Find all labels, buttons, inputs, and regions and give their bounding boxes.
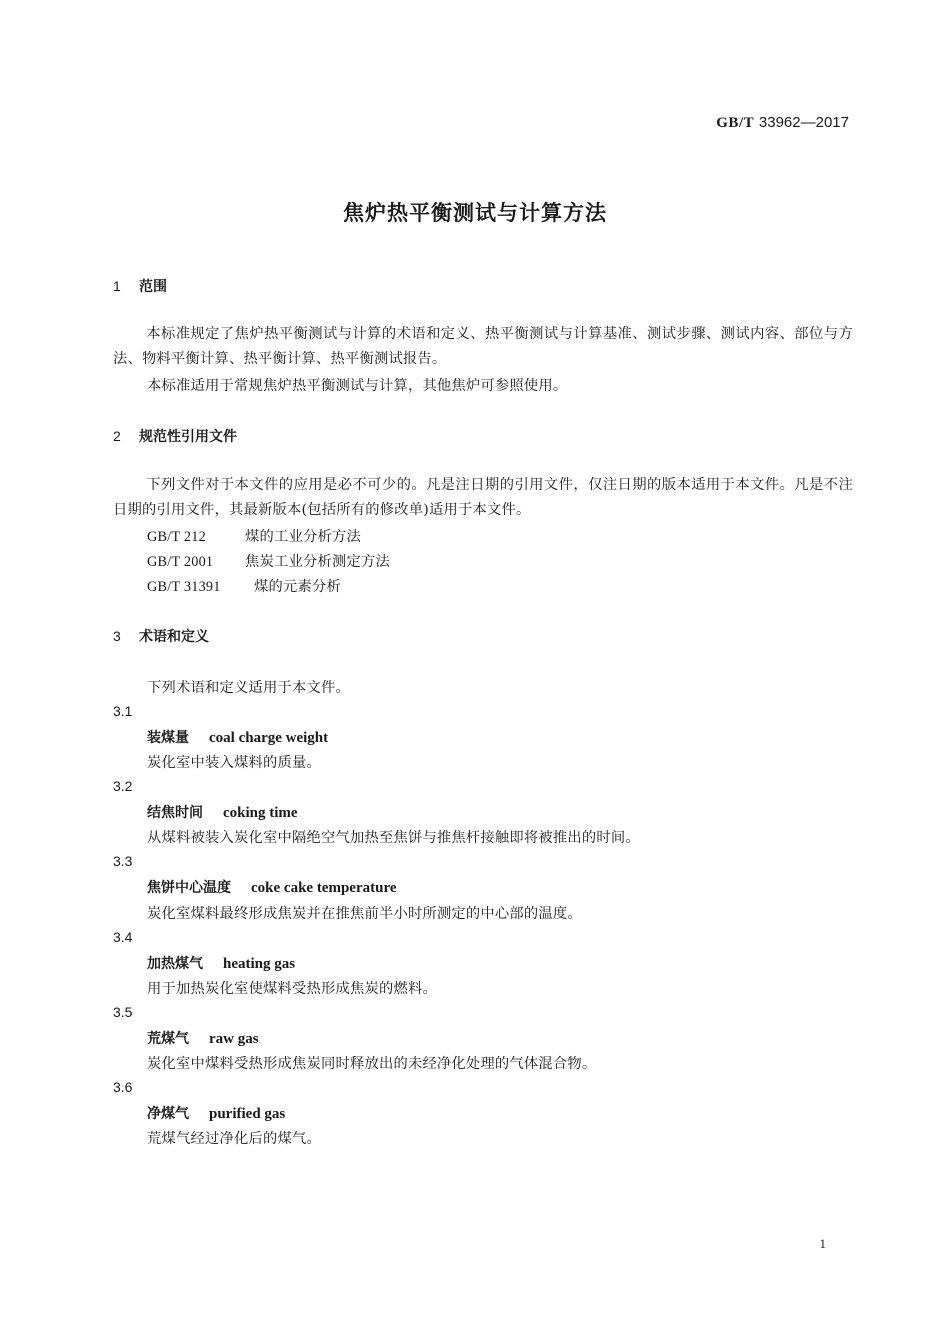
term-en: purified gas bbox=[209, 1106, 286, 1122]
reference-code: GB/T 31391 bbox=[147, 579, 221, 595]
section-number: 2 bbox=[113, 428, 121, 444]
section-heading-refs bbox=[113, 426, 237, 446]
term-zh: 焦饼中心温度 bbox=[147, 880, 231, 896]
section-heading-terms bbox=[113, 626, 209, 646]
paragraph-refs-1: 下列文件对于本文件的应用是必不可少的。凡是注日期的引用文件，仅注日期的版本适用于本文件。凡是不注日期的引用文件，其最新版本(包括所有的修改单)适用于本文件。 bbox=[113, 477, 853, 518]
term-zh: 装煤量 bbox=[147, 730, 189, 746]
paragraph-scope-1: 本标准规定了焦炉热平衡测试与计算的术语和定义、热平衡测试与计算基准、测试步骤、测试内容、部位与方法、物料平衡计算、热平衡计算、热平衡测试报告。 bbox=[113, 326, 853, 367]
standard-number: 33962—2017 bbox=[758, 114, 849, 131]
term-zh: 结焦时间 bbox=[147, 805, 203, 821]
term-en: heating gas bbox=[223, 956, 296, 972]
term-zh: 净煤气 bbox=[147, 1106, 189, 1122]
term-number: 3.1 bbox=[113, 703, 133, 719]
standard-code bbox=[716, 113, 849, 132]
page-number: 1 bbox=[819, 1236, 826, 1251]
reference-name: 煤的工业分析方法 bbox=[245, 529, 361, 545]
section-title: 规范性引用文件 bbox=[139, 429, 237, 445]
reference-code: GB/T 212 bbox=[147, 529, 206, 545]
term-definition: 炭化室煤料最终形成焦炭并在推焦前半小时所测定的中心部的温度。 bbox=[147, 906, 582, 922]
reference-item bbox=[147, 526, 361, 546]
section-number: 3 bbox=[113, 628, 121, 644]
section-title: 范围 bbox=[139, 279, 167, 295]
term-en: coking time bbox=[223, 805, 298, 821]
term-definition: 炭化室中煤料受热形成焦炭同时释放出的未经净化处理的气体混合物。 bbox=[147, 1056, 597, 1072]
terms-intro: 下列术语和定义适用于本文件。 bbox=[147, 680, 350, 696]
reference-code: GB/T 2001 bbox=[147, 554, 214, 570]
term-title bbox=[147, 727, 328, 747]
term-number: 3.2 bbox=[113, 778, 133, 794]
reference-item bbox=[147, 551, 390, 571]
term-title bbox=[147, 1103, 285, 1123]
term-zh: 加热煤气 bbox=[147, 956, 203, 972]
reference-name: 焦炭工业分析测定方法 bbox=[245, 554, 390, 570]
term-zh: 荒煤气 bbox=[147, 1031, 189, 1047]
term-definition: 从煤料被装入炭化室中隔绝空气加热至焦饼与推焦杆接触即将被推出的时间。 bbox=[147, 830, 640, 846]
term-number: 3.3 bbox=[113, 853, 133, 869]
term-en: coke cake temperature bbox=[251, 880, 397, 896]
section-heading-scope bbox=[113, 276, 167, 296]
term-title bbox=[147, 1028, 259, 1048]
term-definition: 荒煤气经过净化后的煤气。 bbox=[147, 1131, 321, 1147]
reference-item bbox=[147, 576, 341, 596]
standard-prefix: GB/T bbox=[716, 115, 755, 131]
document-title: 焦炉热平衡测试与计算方法 bbox=[343, 201, 607, 225]
term-title bbox=[147, 953, 295, 973]
term-title bbox=[147, 802, 298, 822]
term-title bbox=[147, 877, 397, 897]
term-en: raw gas bbox=[209, 1031, 259, 1047]
term-definition: 用于加热炭化室使煤料受热形成焦炭的燃料。 bbox=[147, 981, 437, 997]
paragraph-scope-2: 本标准适用于常规焦炉热平衡测试与计算，其他焦炉可参照使用。 bbox=[147, 378, 568, 394]
term-definition: 炭化室中装入煤料的质量。 bbox=[147, 755, 321, 771]
term-number: 3.4 bbox=[113, 929, 133, 945]
section-number: 1 bbox=[113, 278, 121, 294]
term-en: coal charge weight bbox=[209, 730, 329, 746]
term-number: 3.5 bbox=[113, 1004, 133, 1020]
term-number: 3.6 bbox=[113, 1079, 133, 1095]
section-title: 术语和定义 bbox=[139, 629, 209, 645]
reference-name: 煤的元素分析 bbox=[254, 579, 341, 595]
